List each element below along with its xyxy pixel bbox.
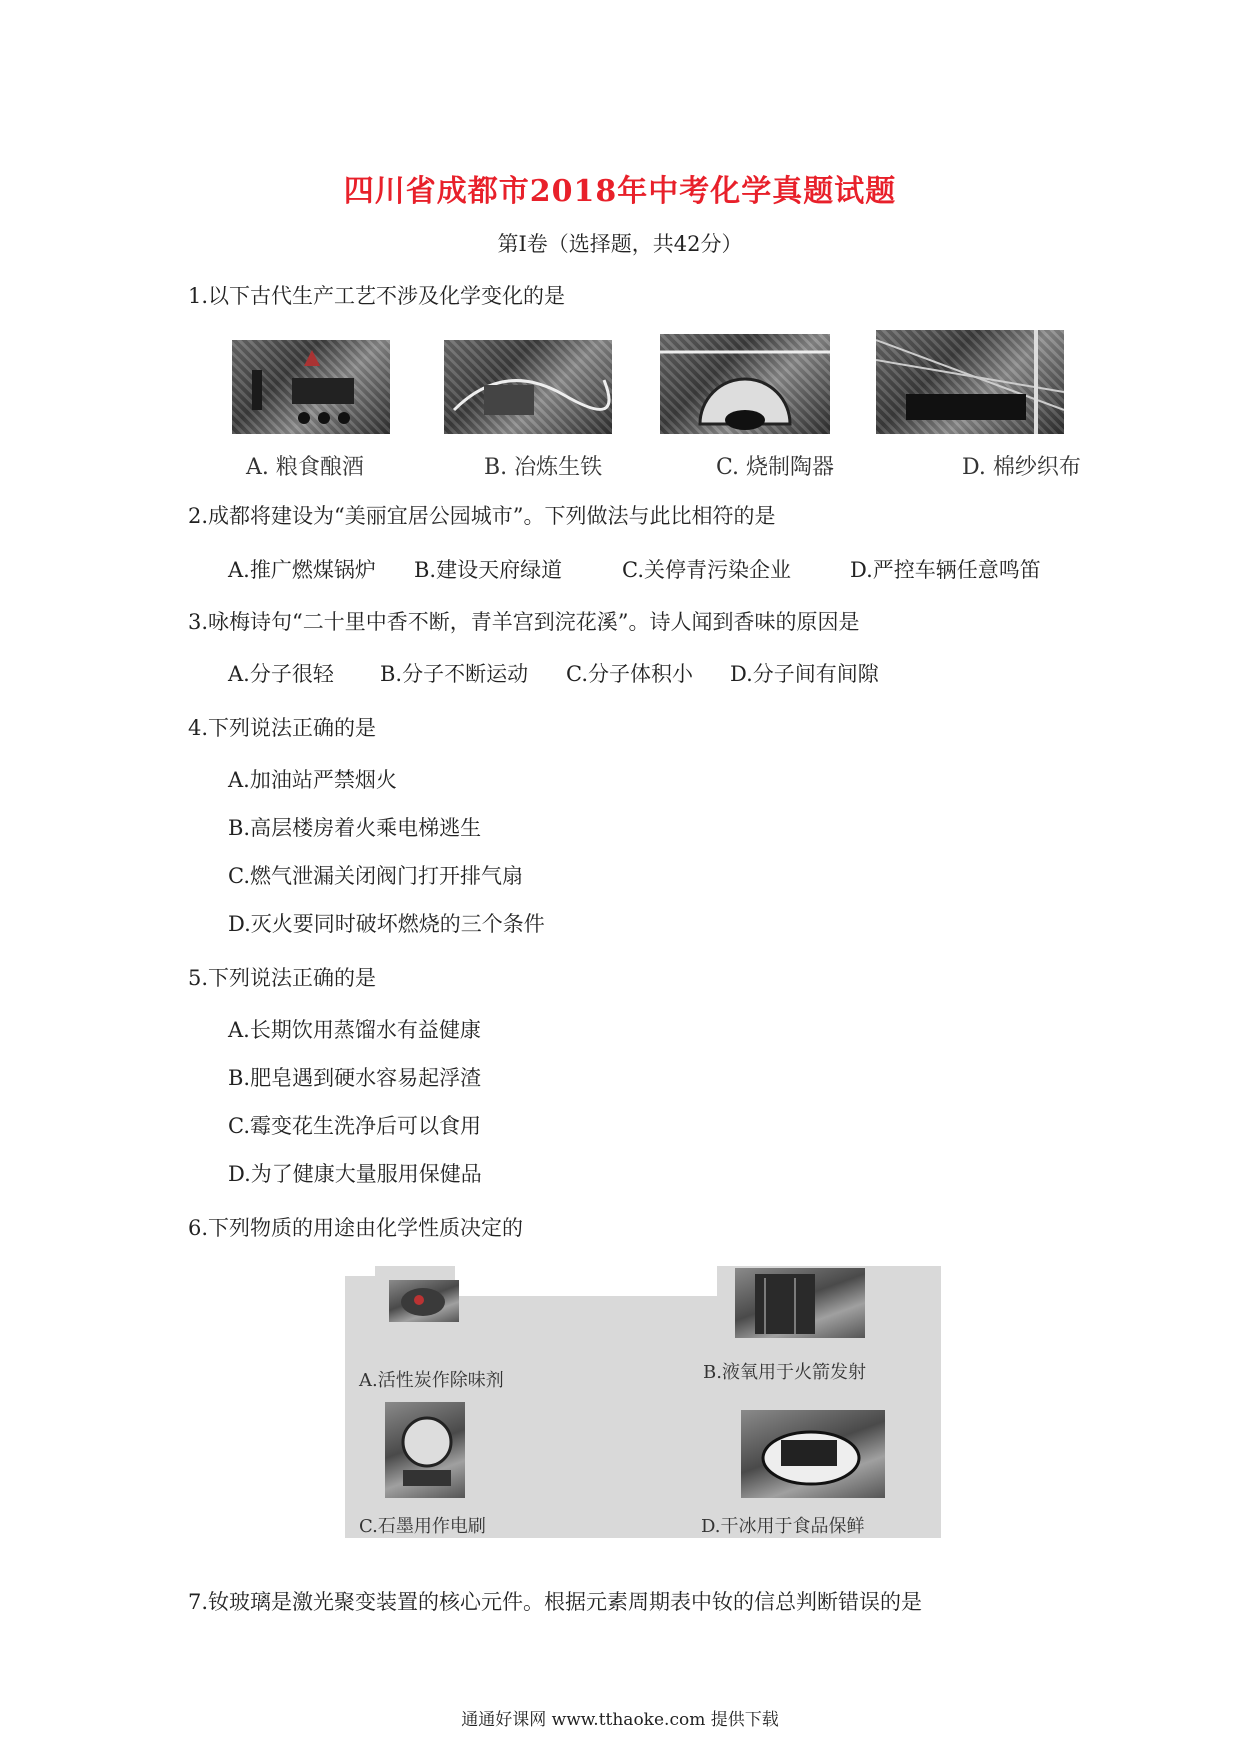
q1-photo-c bbox=[660, 334, 830, 434]
q6-photo-d bbox=[741, 1410, 885, 1498]
question-4-stem: 4.下列说法正确的是 bbox=[188, 716, 377, 740]
q4-option-a: A.加油站严禁烟火 bbox=[228, 768, 397, 792]
q6-option-a: A.活性炭作除味剂 bbox=[359, 1370, 504, 1391]
q5-option-c: C.霉变花生洗净后可以食用 bbox=[228, 1114, 481, 1138]
q6-option-c: C.石墨用作电刷 bbox=[359, 1516, 486, 1537]
question-6-stem: 6.下列物质的用途由化学性质决定的 bbox=[188, 1216, 524, 1240]
q2-option-d: D.严控车辆任意鸣笛 bbox=[850, 558, 1041, 582]
question-1-stem: 1.以下古代生产工艺不涉及化学变化的是 bbox=[188, 284, 566, 308]
question-7-stem: 7.钕玻璃是激光聚变装置的核心元件。根据元素周期表中钕的信总判断错误的是 bbox=[188, 1590, 923, 1614]
q4-option-d: D.灭火要同时破坏燃烧的三个条件 bbox=[228, 912, 545, 936]
q1-option-a: A. 粮食酿酒 bbox=[246, 455, 364, 480]
q3-option-b: B.分子不断运动 bbox=[380, 662, 529, 686]
q6-option-d: D.干冰用于食品保鲜 bbox=[701, 1516, 865, 1537]
q1-photo-b bbox=[444, 340, 612, 434]
q3-option-c: C.分子体积小 bbox=[566, 662, 693, 686]
question-2-stem: 2.成都将建设为“美丽宜居公园城市”。下列做法与此比相符的是 bbox=[188, 504, 776, 528]
q4-option-c: C.燃气泄漏关闭阀门打开排气扇 bbox=[228, 864, 523, 888]
q1-option-d: D. 棉纱织布 bbox=[962, 455, 1081, 480]
page-title: 四川省成都市2018年中考化学真题试题 bbox=[343, 174, 897, 209]
q6-photo-c bbox=[385, 1402, 465, 1498]
q1-photo-a bbox=[232, 340, 390, 434]
q5-option-b: B.肥皂遇到硬水容易起浮渣 bbox=[228, 1066, 482, 1090]
q6-photo-b bbox=[735, 1268, 865, 1338]
section-subtitle: 第Ⅰ卷（选择题，共42分） bbox=[497, 232, 743, 256]
question-5-stem: 5.下列说法正确的是 bbox=[188, 966, 377, 990]
q3-option-d: D.分子间有间隙 bbox=[730, 662, 879, 686]
q1-option-b: B. 冶炼生铁 bbox=[484, 455, 603, 480]
q2-option-c: C.关停青污染企业 bbox=[622, 558, 791, 582]
q6-photo-a bbox=[389, 1280, 459, 1322]
page-footer: 通通好课网 www.tthaoke.com 提供下载 bbox=[461, 1710, 779, 1730]
question-6-image-panel bbox=[345, 1266, 941, 1538]
q1-photo-d bbox=[876, 330, 1064, 434]
q2-option-b: B.建设天府绿道 bbox=[414, 558, 563, 582]
q6-option-b: B.液氧用于火箭发射 bbox=[703, 1362, 866, 1383]
question-3-stem: 3.咏梅诗句“二十里中香不断，青羊宫到浣花溪”。诗人闻到香味的原因是 bbox=[188, 610, 860, 634]
q5-option-d: D.为了健康大量服用保健品 bbox=[228, 1162, 482, 1186]
q3-option-a: A.分子很轻 bbox=[228, 662, 334, 686]
q5-option-a: A.长期饮用蒸馏水有益健康 bbox=[228, 1018, 481, 1042]
q1-option-c: C. 烧制陶器 bbox=[716, 455, 835, 480]
q4-option-b: B.高层楼房着火乘电梯逃生 bbox=[228, 816, 482, 840]
q2-option-a: A.推广燃煤锅炉 bbox=[228, 558, 376, 582]
